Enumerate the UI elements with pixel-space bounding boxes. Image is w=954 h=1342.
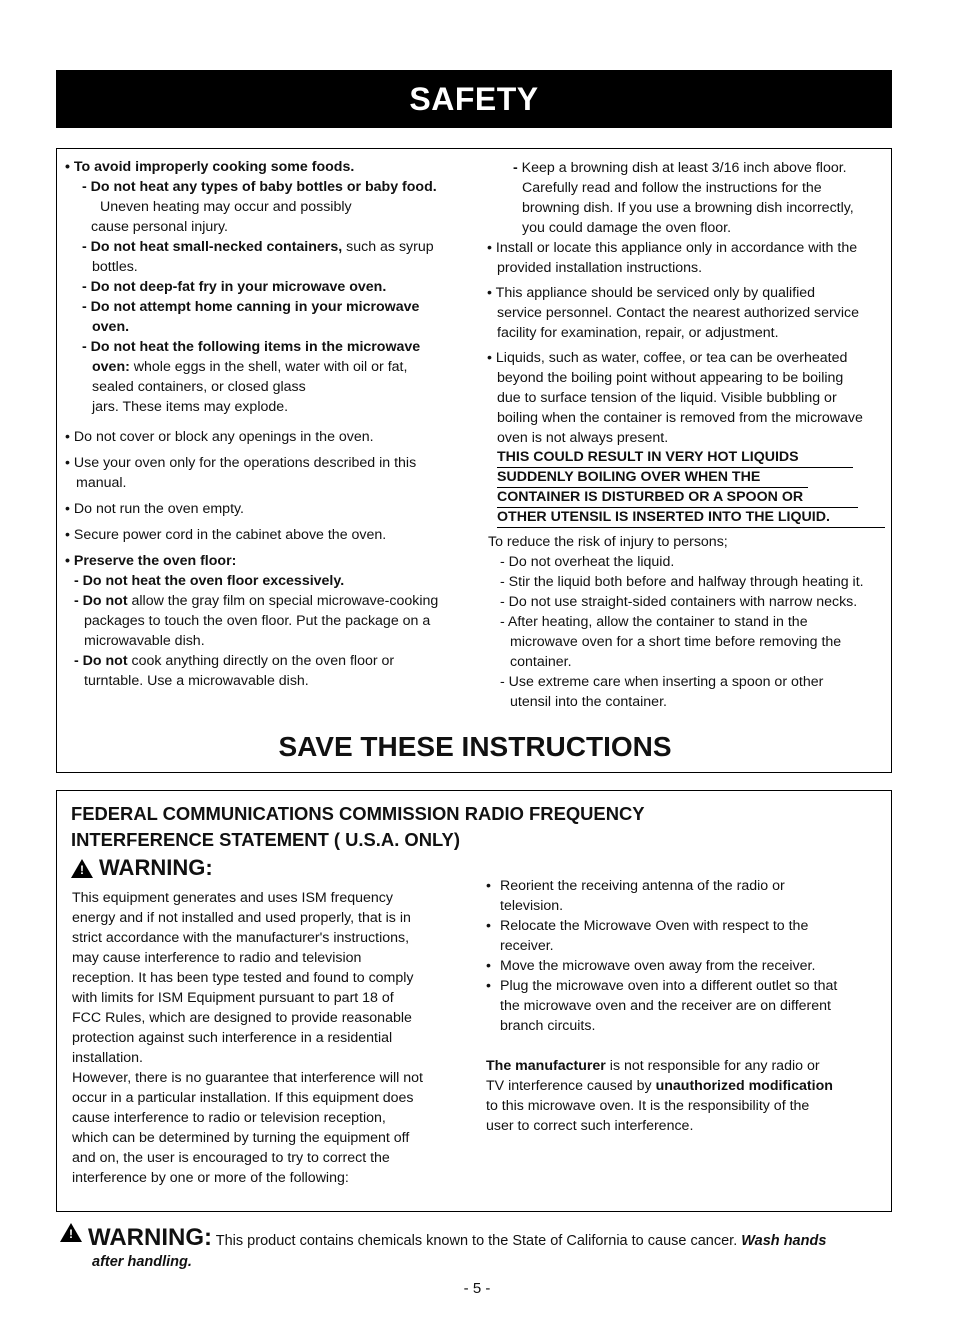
- reduce-intro: To reduce the risk of injury to persons;: [488, 534, 728, 550]
- install-item-1: • Install or locate this appliance only in accordance with the: [487, 240, 858, 256]
- use-item-2: manual.: [76, 475, 127, 491]
- brown-text-1: Keep a browning dish at least 3/16 inch above floor.: [521, 160, 847, 176]
- avoid-heading: • To avoid improperly cooking some foods.: [65, 159, 355, 175]
- section-header: [56, 70, 892, 128]
- film-item: [65, 591, 465, 611]
- fcc-bullet-1b: television.: [500, 898, 564, 914]
- following-item-2: [65, 357, 465, 377]
- prop65-warning: [60, 1226, 890, 1273]
- deepfat-item: - Do not deep-fat fry in your microwave oven.: [82, 279, 387, 295]
- floor-excess: - Do not heat the oven floor excessively.: [74, 573, 345, 589]
- reduce-4c: container.: [510, 654, 572, 670]
- fcc-title-line-1: FEDERAL COMMUNICATIONS COMMISSION RADIO FREQUENCY: [71, 803, 645, 824]
- film-text-3: microwavable dish.: [84, 633, 205, 649]
- fcc-line: reception. It has been type tested and found to comply: [72, 970, 414, 986]
- fcc-line: and on, the user is encouraged to try to correct the: [72, 1150, 390, 1166]
- floor-heading: • Preserve the oven floor:: [65, 553, 237, 569]
- reduce-3: - Do not use straight-sided containers with narrow necks.: [500, 594, 858, 610]
- baby-text-1: Uneven heating may occur and possibly: [100, 199, 352, 215]
- fcc-line: may cause interference to radio and television: [72, 950, 362, 966]
- fcc-line: protection against such interference in a residential: [72, 1030, 393, 1046]
- baby-text-2: cause personal injury.: [91, 219, 228, 235]
- caps-line-4: OTHER UTENSIL IS INSERTED INTO THE LIQUID.: [497, 508, 885, 528]
- fcc-line: occur in a particular installation. If this equipment does: [72, 1090, 414, 1106]
- fcc-bullet-3: • Move the microwave oven away from the receiver.: [486, 958, 816, 974]
- service-item-1: • This appliance should be serviced only by qualified: [487, 285, 816, 301]
- fcc-line: interference by one or more of the following:: [72, 1170, 349, 1186]
- fcc-bullet-2: • Relocate the Microwave Oven with respect to the: [486, 918, 809, 934]
- footer-warning-text: This product contains chemicals known to the State of California to cause cancer.: [211, 1233, 742, 1249]
- page-title: SAFETY: [409, 81, 539, 117]
- canning-item-2: oven.: [92, 319, 130, 335]
- fcc-warning-label: WARNING:: [99, 855, 213, 880]
- fcc-line: installation.: [72, 1050, 143, 1066]
- baby-bold: - Do not heat any types of baby bottles or baby food.: [82, 179, 437, 195]
- following-text-2: sealed containers, or closed glass: [92, 379, 306, 395]
- reduce-4a: - After heating, allow the container to stand in the: [500, 614, 808, 630]
- reduce-4b: microwave oven for a short time before removing the: [510, 634, 842, 650]
- fcc-bullet-2b: receiver.: [500, 938, 554, 954]
- caps-line-3: CONTAINER IS DISTURBED OR A SPOON OR: [497, 488, 858, 508]
- cook-text-2: turntable. Use a microwavable dish.: [84, 673, 309, 689]
- manufacturer-line-2: TV interference caused by unauthorized modification: [486, 1078, 833, 1094]
- brown-dash: -: [513, 160, 522, 176]
- liquid-item-3: due to surface tension of the liquid. Visible bubbling or: [497, 390, 837, 406]
- page-number: - 5 -: [463, 1280, 491, 1297]
- hot-liquid-warning: [487, 448, 887, 528]
- install-item-2: provided installation instructions.: [497, 260, 703, 276]
- neck-bold: - Do not heat small-necked containers,: [82, 239, 343, 255]
- fcc-line: This equipment generates and uses ISM frequency: [72, 890, 393, 906]
- fcc-title-line-2: INTERFERENCE STATEMENT ( U.S.A. ONLY): [71, 829, 460, 850]
- caps-line-2: SUDDENLY BOILING OVER WHEN THE: [497, 468, 808, 488]
- neck-item: [65, 237, 465, 257]
- neck-text-2: bottles.: [92, 259, 138, 275]
- fcc-right-column: [486, 876, 886, 1136]
- fcc-line: energy and if not installed and used properly, that is in: [72, 910, 411, 926]
- fcc-bullet-4: • Plug the microwave oven into a different outlet so that: [486, 978, 838, 994]
- fcc-line: with limits for ISM Equipment pursuant to part 18 of: [72, 990, 394, 1006]
- fcc-warning-heading: [71, 854, 213, 882]
- following-item-1: - Do not heat the following items in the microwave: [82, 339, 421, 355]
- baby-item: [65, 177, 465, 197]
- film-text-1: allow the gray film on special microwave-cooking: [127, 593, 439, 609]
- reduce-5b: utensil into the container.: [510, 694, 667, 710]
- warning-triangle-icon: !: [71, 859, 93, 878]
- liquid-item-5: oven is not always present.: [497, 430, 669, 446]
- following-text-3: jars. These items may explode.: [92, 399, 289, 415]
- use-item-1: • Use your oven only for the operations described in this: [65, 455, 417, 471]
- fcc-left-column: [72, 888, 467, 1188]
- footer-warning-label: WARNING:: [88, 1224, 212, 1251]
- film-text-2: packages to touch the oven floor. Put the package on a: [84, 613, 431, 629]
- cord-item: • Secure power cord in the cabinet above the oven.: [65, 527, 387, 543]
- wash-hands-2: after handling.: [92, 1254, 192, 1270]
- cook-bold: - Do not: [74, 653, 128, 669]
- neck-text: such as syrup: [342, 239, 434, 255]
- caps-line-1: THIS COULD RESULT IN VERY HOT LIQUIDS: [497, 448, 853, 468]
- safety-box: [56, 148, 892, 773]
- safety-left-column: [65, 157, 465, 691]
- fcc-line: strict accordance with the manufacturer's instructions,: [72, 930, 410, 946]
- manufacturer-line-1: The manufacturer is not responsible for any radio or: [486, 1058, 820, 1074]
- brown-text-2: Carefully read and follow the instructions for the: [522, 180, 822, 196]
- manufacturer-line-4: user to correct such interference.: [486, 1118, 694, 1134]
- warning-triangle-icon: !: [60, 1223, 82, 1242]
- save-instructions-heading: SAVE THESE INSTRUCTIONS: [278, 731, 672, 762]
- fcc-line: However, there is no guarantee that interference will not: [72, 1070, 423, 1086]
- cook-text-1: cook anything directly on the oven floor or: [127, 653, 395, 669]
- wash-hands-1: Wash hands: [741, 1233, 827, 1249]
- following-text-1: whole eggs in the shell, water with oil or fat,: [129, 359, 408, 375]
- fcc-bullet-1: • Reorient the receiving antenna of the radio or: [486, 878, 785, 894]
- liquid-item-4: boiling when the container is removed from the microwave: [497, 410, 863, 426]
- liquid-item-2: beyond the boiling point without appearing to be boiling: [497, 370, 844, 386]
- reduce-1: - Do not overheat the liquid.: [500, 554, 675, 570]
- fcc-box: [56, 790, 892, 1212]
- service-item-2: service personnel. Contact the nearest authorized service: [497, 305, 859, 321]
- brown-text-3: browning dish. If you use a browning dish incorrectly,: [522, 200, 854, 216]
- reduce-2: - Stir the liquid both before and halfway through heating it.: [500, 574, 864, 590]
- service-item-3: facility for examination, repair, or adjustment.: [497, 325, 779, 341]
- following-bold-2: oven:: [92, 359, 130, 375]
- film-bold: - Do not: [74, 593, 128, 609]
- manufacturer-line-3: to this microwave oven. It is the responsibility of the: [486, 1098, 810, 1114]
- safety-right-column: [487, 158, 887, 712]
- fcc-bullet-4c: branch circuits.: [500, 1018, 596, 1034]
- brown-item-1: [487, 158, 887, 178]
- cover-item: • Do not cover or block any openings in the oven.: [65, 429, 374, 445]
- canning-item-1: - Do not attempt home canning in your microwave: [82, 299, 420, 315]
- empty-item: • Do not run the oven empty.: [65, 501, 244, 517]
- reduce-5a: - Use extreme care when inserting a spoon or other: [500, 674, 824, 690]
- brown-text-4: you could damage the oven floor.: [522, 220, 732, 236]
- fcc-bullet-4b: the microwave oven and the receiver are on different: [500, 998, 831, 1014]
- fcc-line: cause interference to radio or television reception,: [72, 1110, 386, 1126]
- fcc-title: [71, 801, 771, 853]
- fcc-line: which can be determined by turning the equipment off: [72, 1130, 410, 1146]
- liquid-item-1: • Liquids, such as water, coffee, or tea can be overheated: [487, 350, 848, 366]
- cook-item: [65, 651, 465, 671]
- fcc-line: FCC Rules, which are designed to provide reasonable: [72, 1010, 412, 1026]
